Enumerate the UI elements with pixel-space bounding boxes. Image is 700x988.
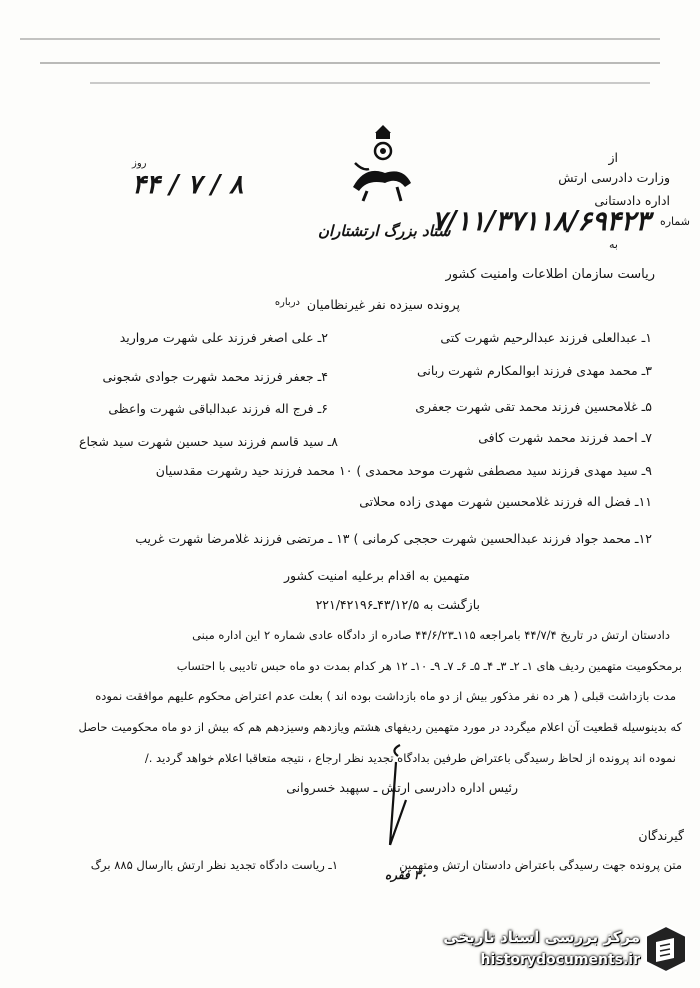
body-line-3: مدت بازداشت قبلی ( هر ده نفر مذکور بیش از دو ماه بازداشت بوده اند ) بعلت عدم اعتراض محکوم علیهم موافقت نموده: [95, 689, 676, 703]
number-label: شماره: [659, 215, 690, 228]
reference: بازگشت به ۴۳/۱۲/۵ـ۲۲۱/۴۲۱۹۶: [315, 597, 480, 612]
org-line-2: اداره دادستانی: [594, 193, 670, 208]
watermark-url: historydocuments.ir: [480, 952, 640, 968]
watermark: [440, 920, 690, 980]
body-line-1: دادستان ارتش در تاریخ ۴۴/۷/۴ بامراجعه ۱۱۵ـ۴۴/۶/۲۳ صادره از دادگاه عادی شماره ۲ این اداره مبنی: [192, 628, 670, 642]
name-3: ۳ـ محمد مهدی فرزند ابوالمکارم شهرت ربانی: [416, 363, 652, 378]
name-8: ۸ـ سید قاسم فرزند سید حسین شهرت سید شجاع: [79, 434, 338, 449]
name-5: ۵ـ غلامحسین فرزند محمد تقی شهرت جعفری: [415, 399, 652, 414]
scan-noise-line: [90, 82, 650, 84]
from-label: از: [608, 150, 618, 165]
scan-noise-line: [40, 62, 660, 64]
recipients-line-1: ۱ـ ریاست دادگاه تجدید نظر ارتش باارسال ۸۸۵ برگ: [90, 858, 338, 872]
name-11: ۱۱ـ فضل اله فرزند غلامحسین شهرت مهدی زاده محلاتی: [359, 494, 652, 509]
lion-and-sun-emblem-icon: [345, 125, 420, 205]
name-12-13: ۱۲ـ محمد جواد فرزند عبدالحسین شهرت حججی کرمانی ) ۱۳ ـ مرتضی فرزند غلامرضا شهرت غریب: [135, 531, 652, 546]
number-value: ۷/۱۱/۳۷۱۱۸/۶۹۴۲۳: [431, 206, 650, 237]
name-6: ۶ـ فرج اله فرزند عبدالباقی شهرت واعظی: [108, 401, 328, 416]
name-4: ۴ـ جعفر فرزند محمد شهرت جوادی شجونی: [102, 369, 328, 384]
handwritten-date: ۸ / ۷ / ۴۴: [132, 170, 244, 200]
emblem-caption: ستاد بزرگ ارتشتاران: [318, 222, 451, 240]
handwritten-note: ۳۰ فقره: [385, 868, 427, 882]
recipients-line-2: متن پرونده جهت رسیدگی باعتراض دادستان ارتش ومتهمین: [399, 858, 682, 872]
body-line-2: برمحکومیت متهمین ردیف های ۱ـ ۲ـ ۳ـ ۴ـ ۵ـ ۶ـ ۷ـ ۹ـ ۱۰ـ ۱۲ هر کدام بمدت دو ماه حبس تادیبی با احتساب: [176, 659, 682, 673]
recipients-label: گیرندگان: [638, 828, 684, 843]
body-line-4: که بدینوسیله قطعیت آن اعلام میگردد در مورد متهمین ردیفهای هشتم ویازدهم وسیزدهم هم که بیش از دو ماه محکومیت حاصل: [78, 720, 682, 734]
scan-noise-line: [20, 38, 660, 40]
archive-logo-icon: [644, 924, 688, 974]
watermark-title: مرکز بررسی اسناد تاریخی: [443, 928, 640, 946]
name-1: ۱ـ عبدالعلی فرزند عبدالرحیم شهرت کتی: [440, 330, 652, 345]
name-2: ۲ـ علی اصغر فرزند علی شهرت مروارید: [119, 330, 328, 345]
to-label: به: [609, 238, 618, 251]
body-line-5: نموده اند پرونده از لحاظ رسیدگی باعتراض طرفین بدادگاه تجدید نظر ارجاع ، نتیجه متعاقبا اعلام خواهد گردید ./: [144, 751, 676, 765]
charge: متهمین به اقدام برعلیه امنیت کشور: [283, 568, 470, 583]
subject-label: درباره: [274, 297, 300, 308]
name-7: ۷ـ احمد فرزند محمد شهرت کافی: [478, 430, 652, 445]
date-label: روز: [132, 158, 147, 169]
name-9-10: ۹ـ سید مهدی فرزند سید مصطفی شهرت موحد محمدی ) ۱۰ محمد فرزند حید رشهرت مقدسیان: [155, 463, 652, 478]
org-line-1: وزارت دادرسی ارتش: [558, 170, 670, 185]
subject: پرونده سیزده نفر غیرنظامیان: [306, 297, 460, 312]
signature-scribble-icon: [360, 740, 430, 850]
recipient: ریاست سازمان اطلاعات وامنیت کشور: [445, 267, 655, 282]
signature-title: رئیس اداره دادرسی ارتش ـ سپهبد خسروانی: [286, 780, 518, 795]
